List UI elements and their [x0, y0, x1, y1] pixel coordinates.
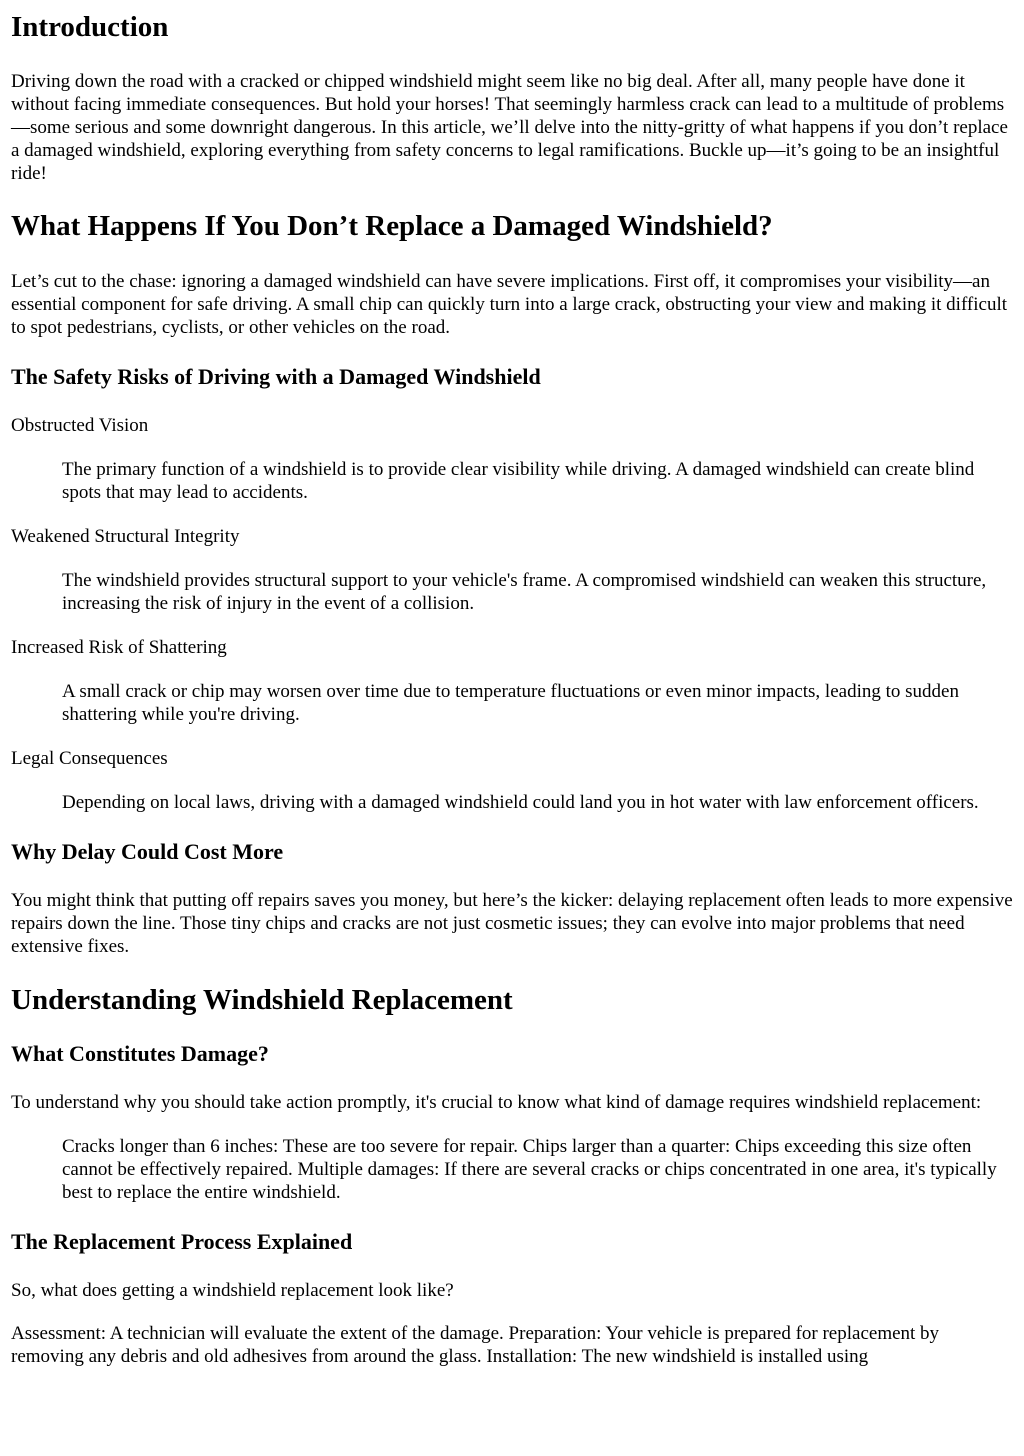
damage-paragraph: To understand why you should take action promptly, it's crucial to know what kind of damage requires windshield replacement:	[11, 1092, 982, 1113]
intro-paragraph: Driving down the road with a cracked or chipped windshield might seem like no big deal. After all, many people have done it without facing immediate consequences. But hold your horses! That seemingly harmless crack can lead to a multitude of problems—some serious and some downright dangerous. In this article, we’ll delve into the nitty-gritty of what happens if you don’t replace a damaged windshield, exploring everything from safety concerns to legal ramifications. Buckle up—it’s going to be an insightful ride!	[11, 71, 1008, 184]
risk-description: Depending on local laws, driving with a damaged windshield could land you in hot water with law enforcement officers.	[62, 792, 979, 813]
risk-term: Increased Risk of Shattering	[11, 637, 227, 658]
what-happens-paragraph: Let’s cut to the chase: ignoring a damaged windshield can have severe implications. First off, it compromises your visibility—an essential component for safe driving. A small chip can quickly turn into a large crack, obstructing your view and making it difficult to spot pedestrians, cyclists, or other vehicles on the road.	[11, 271, 1008, 338]
delay-paragraph: You might think that putting off repairs saves you money, but here’s the kicker: delaying replacement often leads to more expensive repairs down the line. Those tiny chips and cracks are not just cosmetic issues; they can evolve into major problems that need extensive fixes.	[11, 890, 1013, 957]
risk-description: The primary function of a windshield is to provide clear visibility while driving. A damaged windshield can create blind spots that may lead to accidents.	[62, 459, 975, 503]
safety-risks-heading: The Safety Risks of Driving with a Damaged Windshield	[11, 364, 541, 389]
damage-heading: What Constitutes Damage?	[11, 1041, 269, 1066]
risk-term: Obstructed Vision	[11, 415, 149, 436]
understanding-heading: Understanding Windshield Replacement	[11, 984, 513, 1016]
damage-criteria-quote: Cracks longer than 6 inches: These are too severe for repair. Chips larger than a quarter: Chips exceeding this size often cannot be effectively repaired. Multiple damages: If there are several cracks or chips concentrated in one area, it's typically best to replace the entire windshield.	[62, 1136, 997, 1203]
risk-term: Legal Consequences	[11, 748, 168, 769]
delay-heading: Why Delay Could Cost More	[11, 839, 284, 864]
risk-term: Weakened Structural Integrity	[11, 526, 240, 547]
safety-risks-list	[11, 414, 1014, 814]
risk-description: The windshield provides structural support to your vehicle's frame. A compromised windshield can weaken this structure, increasing the risk of injury in the event of a collision.	[62, 570, 987, 614]
process-heading: The Replacement Process Explained	[11, 1229, 353, 1254]
what-happens-heading: What Happens If You Don’t Replace a Damaged Windshield?	[11, 210, 773, 242]
process-paragraph: Assessment: A technician will evaluate the extent of the damage. Preparation: Your vehicle is prepared for replacement by removing any debris and old adhesives from around the glass. Installation: The new windshield is installed using	[11, 1323, 940, 1367]
risk-description: A small crack or chip may worsen over time due to temperature fluctuations or even minor impacts, leading to sudden shattering while you're driving.	[62, 681, 959, 725]
process-question: So, what does getting a windshield replacement look like?	[11, 1280, 454, 1301]
intro-heading: Introduction	[11, 11, 169, 43]
article	[0, 10, 1024, 1368]
